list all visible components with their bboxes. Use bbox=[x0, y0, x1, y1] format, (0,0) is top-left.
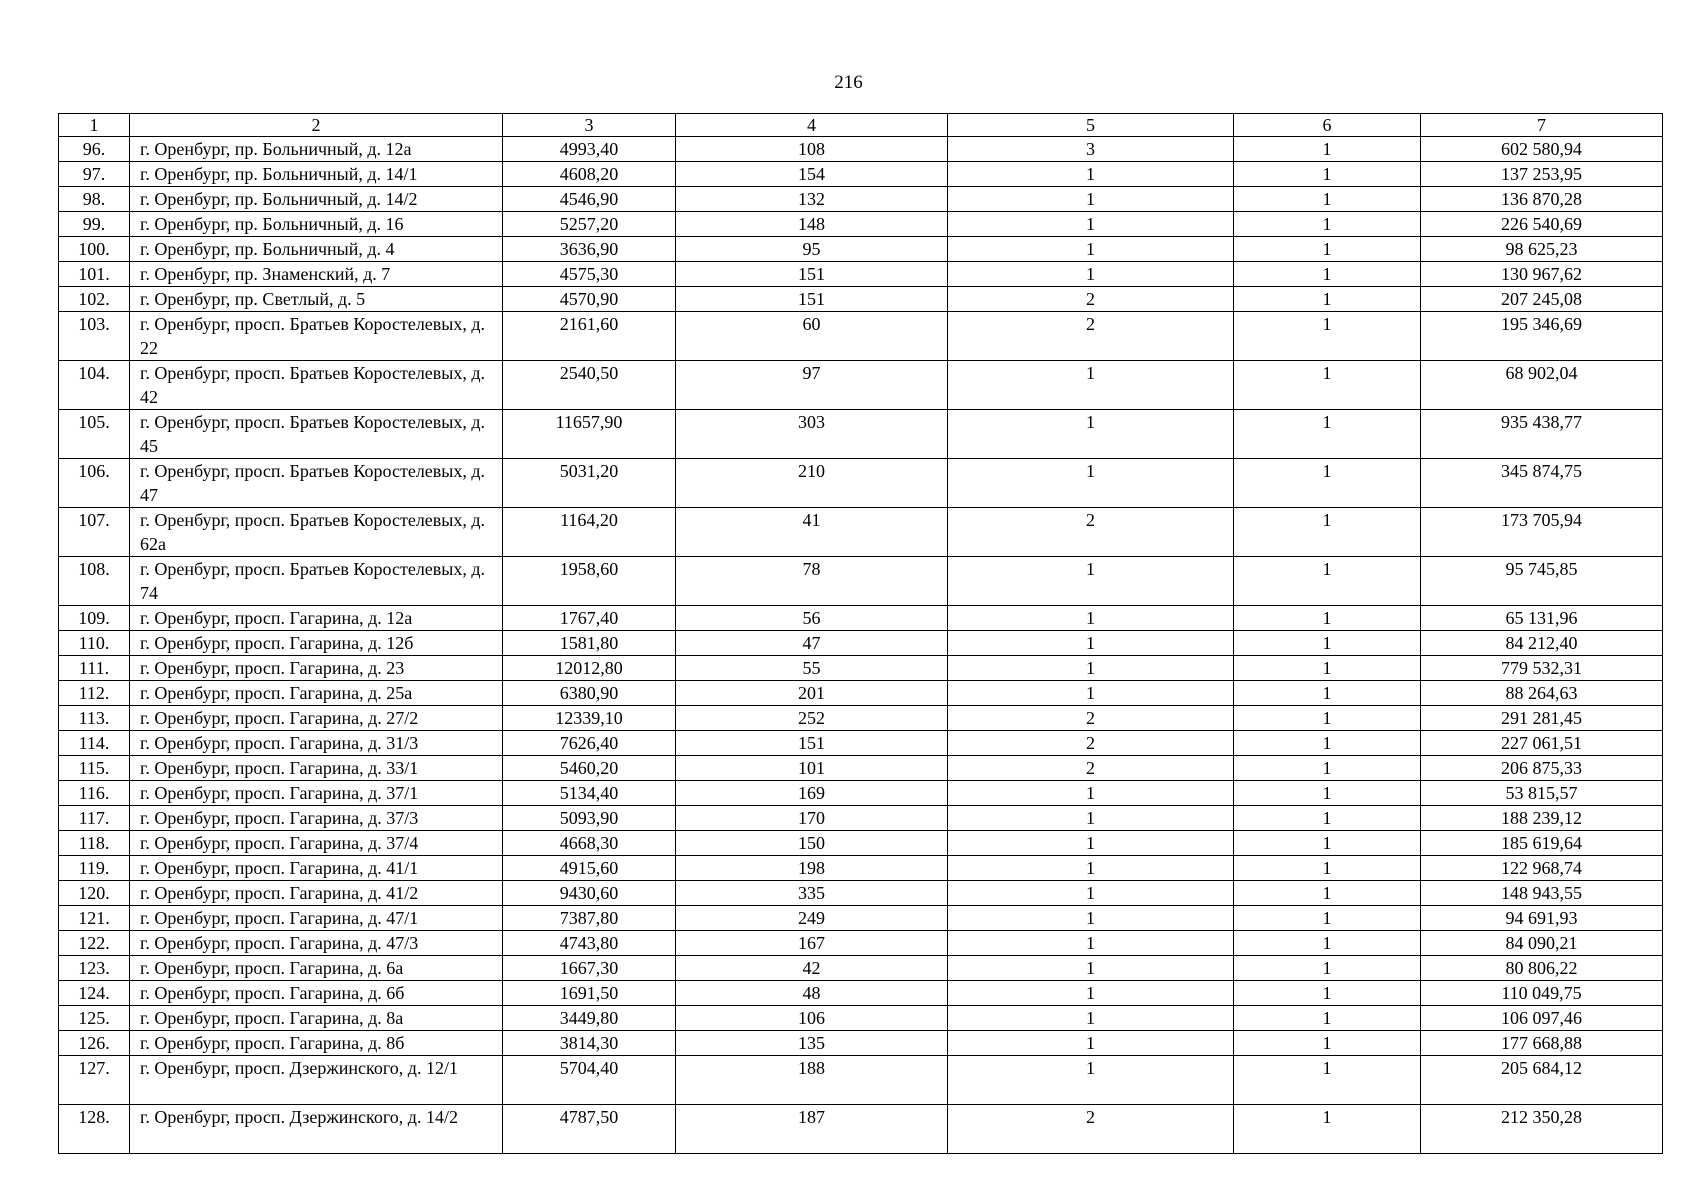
table-cell: 1 bbox=[948, 856, 1234, 881]
table-cell: 5093,90 bbox=[503, 806, 676, 831]
table-cell: 1 bbox=[948, 212, 1234, 237]
table-cell: 4608,20 bbox=[503, 162, 676, 187]
page-number: 216 bbox=[834, 72, 863, 93]
table-cell: 107. bbox=[59, 508, 130, 557]
table-cell: 12339,10 bbox=[503, 706, 676, 731]
table-cell: 97 bbox=[676, 361, 948, 410]
table-cell: 105. bbox=[59, 410, 130, 459]
table-cell: г. Оренбург, просп. Гагарина, д. 37/1 bbox=[130, 781, 503, 806]
table-cell: г. Оренбург, просп. Гагарина, д. 27/2 bbox=[130, 706, 503, 731]
table-row bbox=[59, 1105, 1663, 1154]
table-cell: г. Оренбург, пр. Больничный, д. 16 bbox=[130, 212, 503, 237]
table-cell: 1 bbox=[1234, 781, 1421, 806]
table-cell: г. Оренбург, просп. Дзержинского, д. 14/2 bbox=[130, 1105, 503, 1154]
table-cell: 1 bbox=[948, 906, 1234, 931]
table-cell: г. Оренбург, пр. Больничный, д. 14/1 bbox=[130, 162, 503, 187]
table-cell: 5460,20 bbox=[503, 756, 676, 781]
table-cell: 2 bbox=[948, 312, 1234, 361]
table-cell: 1 bbox=[1234, 287, 1421, 312]
table-cell: 47 bbox=[676, 631, 948, 656]
table-cell: г. Оренбург, просп. Братьев Коростелевых, д. 45 bbox=[130, 410, 503, 459]
table-cell: г. Оренбург, просп. Гагарина, д. 41/1 bbox=[130, 856, 503, 881]
table-cell: 80 806,22 bbox=[1421, 956, 1663, 981]
table-cell: 125. bbox=[59, 1006, 130, 1031]
table-cell: г. Оренбург, просп. Гагарина, д. 25а bbox=[130, 681, 503, 706]
table-cell: 5257,20 bbox=[503, 212, 676, 237]
table-cell: 4993,40 bbox=[503, 137, 676, 162]
table-cell: г. Оренбург, просп. Дзержинского, д. 12/1 bbox=[130, 1056, 503, 1105]
table-cell: 117. bbox=[59, 806, 130, 831]
table-cell: 151 bbox=[676, 731, 948, 756]
table-row bbox=[59, 262, 1663, 287]
table-cell: 1767,40 bbox=[503, 606, 676, 631]
table-cell: 2 bbox=[948, 756, 1234, 781]
table-cell: 2 bbox=[948, 731, 1234, 756]
table-cell: 84 212,40 bbox=[1421, 631, 1663, 656]
table-row bbox=[59, 906, 1663, 931]
table-cell: 127. bbox=[59, 1056, 130, 1105]
table-cell: 1 bbox=[948, 162, 1234, 187]
table-cell: 1 bbox=[948, 806, 1234, 831]
table-cell: г. Оренбург, просп. Гагарина, д. 6б bbox=[130, 981, 503, 1006]
table-cell: 1 bbox=[1234, 410, 1421, 459]
table-cell: г. Оренбург, пр. Больничный, д. 12а bbox=[130, 137, 503, 162]
table-cell: г. Оренбург, просп. Гагарина, д. 37/3 bbox=[130, 806, 503, 831]
table-cell: 137 253,95 bbox=[1421, 162, 1663, 187]
table-cell: 116. bbox=[59, 781, 130, 806]
table-cell: 1 bbox=[1234, 361, 1421, 410]
table-cell: 1 bbox=[1234, 606, 1421, 631]
table-cell: 115. bbox=[59, 756, 130, 781]
table-cell: 1 bbox=[948, 681, 1234, 706]
table-cell: 1 bbox=[1234, 1031, 1421, 1056]
table-row bbox=[59, 162, 1663, 187]
table-cell: 1 bbox=[948, 1056, 1234, 1105]
table-cell: 148 bbox=[676, 212, 948, 237]
table-cell: 303 bbox=[676, 410, 948, 459]
table-cell: 106. bbox=[59, 459, 130, 508]
table-cell: г. Оренбург, пр. Светлый, д. 5 bbox=[130, 287, 503, 312]
table-cell: 60 bbox=[676, 312, 948, 361]
table-cell: 1958,60 bbox=[503, 557, 676, 606]
table-cell: 1 bbox=[1234, 981, 1421, 1006]
table-row bbox=[59, 187, 1663, 212]
table-cell: 207 245,08 bbox=[1421, 287, 1663, 312]
table-cell: 95 bbox=[676, 237, 948, 262]
table-cell: 132 bbox=[676, 187, 948, 212]
table-cell: 106 097,46 bbox=[1421, 1006, 1663, 1031]
table-cell: 108. bbox=[59, 557, 130, 606]
table-cell: 1 bbox=[1234, 237, 1421, 262]
table-cell: 5704,40 bbox=[503, 1056, 676, 1105]
table-cell: 104. bbox=[59, 361, 130, 410]
table-cell: г. Оренбург, пр. Знаменский, д. 7 bbox=[130, 262, 503, 287]
table-cell: г. Оренбург, пр. Больничный, д. 14/2 bbox=[130, 187, 503, 212]
table-cell: 249 bbox=[676, 906, 948, 931]
table-cell: 154 bbox=[676, 162, 948, 187]
table-cell: г. Оренбург, просп. Гагарина, д. 33/1 bbox=[130, 756, 503, 781]
table-cell: 101 bbox=[676, 756, 948, 781]
table-cell: 1 bbox=[1234, 262, 1421, 287]
column-header: 7 bbox=[1421, 114, 1663, 137]
table-cell: 103. bbox=[59, 312, 130, 361]
table-cell: г. Оренбург, просп. Гагарина, д. 31/3 bbox=[130, 731, 503, 756]
table-cell: 1 bbox=[1234, 831, 1421, 856]
table-cell: 1 bbox=[948, 981, 1234, 1006]
table-cell: 94 691,93 bbox=[1421, 906, 1663, 931]
table-row bbox=[59, 881, 1663, 906]
table-cell: 1 bbox=[948, 831, 1234, 856]
table-cell: 48 bbox=[676, 981, 948, 1006]
table-cell: г. Оренбург, просп. Гагарина, д. 8б bbox=[130, 1031, 503, 1056]
table-cell: 1 bbox=[948, 656, 1234, 681]
table-cell: 151 bbox=[676, 287, 948, 312]
table-cell: 167 bbox=[676, 931, 948, 956]
column-header: 4 bbox=[676, 114, 948, 137]
table-row bbox=[59, 781, 1663, 806]
table-cell: 1 bbox=[948, 187, 1234, 212]
table-cell: 1 bbox=[1234, 212, 1421, 237]
table-cell: 1 bbox=[948, 361, 1234, 410]
table-cell: 1 bbox=[1234, 706, 1421, 731]
table-row bbox=[59, 410, 1663, 459]
table-cell: 177 668,88 bbox=[1421, 1031, 1663, 1056]
table-row bbox=[59, 1031, 1663, 1056]
table-cell: 68 902,04 bbox=[1421, 361, 1663, 410]
table-cell: 1 bbox=[948, 459, 1234, 508]
table-cell: 84 090,21 bbox=[1421, 931, 1663, 956]
table-row bbox=[59, 681, 1663, 706]
table-cell: г. Оренбург, просп. Гагарина, д. 12а bbox=[130, 606, 503, 631]
table-cell: 42 bbox=[676, 956, 948, 981]
column-header: 1 bbox=[59, 114, 130, 137]
table-cell: г. Оренбург, просп. Братьев Коростелевых, д. 22 bbox=[130, 312, 503, 361]
header-row bbox=[59, 114, 1663, 137]
table-cell: 126. bbox=[59, 1031, 130, 1056]
table-cell: 130 967,62 bbox=[1421, 262, 1663, 287]
table-cell: 97. bbox=[59, 162, 130, 187]
table-cell: 602 580,94 bbox=[1421, 137, 1663, 162]
table-cell: 101. bbox=[59, 262, 130, 287]
table-cell: 1 bbox=[1234, 1006, 1421, 1031]
table-cell: 1 bbox=[1234, 508, 1421, 557]
table-cell: 1 bbox=[948, 262, 1234, 287]
table-cell: 1 bbox=[948, 631, 1234, 656]
table-row bbox=[59, 459, 1663, 508]
table-cell: 1 bbox=[1234, 557, 1421, 606]
table-cell: 9430,60 bbox=[503, 881, 676, 906]
table-row bbox=[59, 237, 1663, 262]
table-row bbox=[59, 557, 1663, 606]
table-cell: 2 bbox=[948, 287, 1234, 312]
table-cell: 102. bbox=[59, 287, 130, 312]
table-row bbox=[59, 656, 1663, 681]
table-cell: 56 bbox=[676, 606, 948, 631]
table-row bbox=[59, 806, 1663, 831]
table-cell: 188 239,12 bbox=[1421, 806, 1663, 831]
table-cell: 187 bbox=[676, 1105, 948, 1154]
data-table bbox=[58, 113, 1663, 1154]
table-cell: 1 bbox=[1234, 881, 1421, 906]
table-cell: 113. bbox=[59, 706, 130, 731]
table-cell: 1 bbox=[1234, 1056, 1421, 1105]
table-cell: 148 943,55 bbox=[1421, 881, 1663, 906]
table-cell: 108 bbox=[676, 137, 948, 162]
table-cell: 1 bbox=[1234, 731, 1421, 756]
table-cell: 1 bbox=[1234, 806, 1421, 831]
table-cell: 124. bbox=[59, 981, 130, 1006]
table-cell: г. Оренбург, просп. Гагарина, д. 37/4 bbox=[130, 831, 503, 856]
table-cell: 1 bbox=[1234, 656, 1421, 681]
table-cell: 335 bbox=[676, 881, 948, 906]
table-cell: 112. bbox=[59, 681, 130, 706]
column-header: 2 bbox=[130, 114, 503, 137]
table-cell: г. Оренбург, просп. Гагарина, д. 47/3 bbox=[130, 931, 503, 956]
table-cell: 123. bbox=[59, 956, 130, 981]
table-cell: 1 bbox=[948, 557, 1234, 606]
column-header: 5 bbox=[948, 114, 1234, 137]
table-cell: 1 bbox=[1234, 931, 1421, 956]
table-cell: 151 bbox=[676, 262, 948, 287]
table-cell: 1 bbox=[948, 410, 1234, 459]
table-cell: 1 bbox=[1234, 856, 1421, 881]
table-cell: 96. bbox=[59, 137, 130, 162]
table-row bbox=[59, 706, 1663, 731]
table-cell: 128. bbox=[59, 1105, 130, 1154]
table-cell: 111. bbox=[59, 656, 130, 681]
table-cell: 935 438,77 bbox=[1421, 410, 1663, 459]
table-cell: 201 bbox=[676, 681, 948, 706]
table-cell: 5134,40 bbox=[503, 781, 676, 806]
table-cell: 1 bbox=[1234, 459, 1421, 508]
table-cell: 2540,50 bbox=[503, 361, 676, 410]
column-header: 3 bbox=[503, 114, 676, 137]
table-cell: 1 bbox=[1234, 1105, 1421, 1154]
table-cell: 1 bbox=[1234, 756, 1421, 781]
table-cell: 7626,40 bbox=[503, 731, 676, 756]
table-cell: 1 bbox=[1234, 681, 1421, 706]
table-cell: 1 bbox=[948, 881, 1234, 906]
table-cell: 1 bbox=[948, 931, 1234, 956]
table-cell: г. Оренбург, пр. Больничный, д. 4 bbox=[130, 237, 503, 262]
table-cell: 95 745,85 bbox=[1421, 557, 1663, 606]
table-row bbox=[59, 731, 1663, 756]
table-cell: г. Оренбург, просп. Гагарина, д. 41/2 bbox=[130, 881, 503, 906]
table-cell: 210 bbox=[676, 459, 948, 508]
table-row bbox=[59, 361, 1663, 410]
table-row bbox=[59, 1006, 1663, 1031]
table-cell: 11657,90 bbox=[503, 410, 676, 459]
table-cell: 55 bbox=[676, 656, 948, 681]
table-cell: 106 bbox=[676, 1006, 948, 1031]
table-cell: 4570,90 bbox=[503, 287, 676, 312]
table-cell: г. Оренбург, просп. Гагарина, д. 12б bbox=[130, 631, 503, 656]
table-body bbox=[59, 137, 1663, 1154]
table-cell: 110. bbox=[59, 631, 130, 656]
table-row bbox=[59, 981, 1663, 1006]
table-cell: 1667,30 bbox=[503, 956, 676, 981]
table-cell: 195 346,69 bbox=[1421, 312, 1663, 361]
table-cell: 212 350,28 bbox=[1421, 1105, 1663, 1154]
table-cell: 65 131,96 bbox=[1421, 606, 1663, 631]
table-cell: 7387,80 bbox=[503, 906, 676, 931]
table-row bbox=[59, 606, 1663, 631]
table-cell: 170 bbox=[676, 806, 948, 831]
table-cell: г. Оренбург, просп. Братьев Коростелевых, д. 62а bbox=[130, 508, 503, 557]
table-cell: 4787,50 bbox=[503, 1105, 676, 1154]
table-cell: 1 bbox=[1234, 631, 1421, 656]
table-cell: 6380,90 bbox=[503, 681, 676, 706]
table-cell: 779 532,31 bbox=[1421, 656, 1663, 681]
table-cell: 1691,50 bbox=[503, 981, 676, 1006]
table-row bbox=[59, 831, 1663, 856]
table-cell: 100. bbox=[59, 237, 130, 262]
table-cell: 4915,60 bbox=[503, 856, 676, 881]
table-cell: 2 bbox=[948, 1105, 1234, 1154]
table-cell: 345 874,75 bbox=[1421, 459, 1663, 508]
table-cell: 1581,80 bbox=[503, 631, 676, 656]
table-row bbox=[59, 1056, 1663, 1105]
table-cell: 114. bbox=[59, 731, 130, 756]
table-cell: 4668,30 bbox=[503, 831, 676, 856]
table-cell: 1 bbox=[1234, 956, 1421, 981]
table-cell: 1 bbox=[948, 237, 1234, 262]
table-cell: 88 264,63 bbox=[1421, 681, 1663, 706]
table-cell: 98. bbox=[59, 187, 130, 212]
table-cell: 2 bbox=[948, 508, 1234, 557]
table-cell: 1 bbox=[948, 1031, 1234, 1056]
table-cell: 1 bbox=[948, 781, 1234, 806]
column-header: 6 bbox=[1234, 114, 1421, 137]
table-cell: 3 bbox=[948, 137, 1234, 162]
table-cell: 205 684,12 bbox=[1421, 1056, 1663, 1105]
table-row bbox=[59, 508, 1663, 557]
table-cell: г. Оренбург, просп. Гагарина, д. 47/1 bbox=[130, 906, 503, 931]
table-row bbox=[59, 287, 1663, 312]
table-cell: 1164,20 bbox=[503, 508, 676, 557]
table-row bbox=[59, 312, 1663, 361]
table-cell: 3449,80 bbox=[503, 1006, 676, 1031]
table-cell: г. Оренбург, просп. Гагарина, д. 23 bbox=[130, 656, 503, 681]
table-cell: 4575,30 bbox=[503, 262, 676, 287]
table-row bbox=[59, 856, 1663, 881]
table-cell: 3814,30 bbox=[503, 1031, 676, 1056]
table-cell: 53 815,57 bbox=[1421, 781, 1663, 806]
table-cell: 99. bbox=[59, 212, 130, 237]
table-cell: 109. bbox=[59, 606, 130, 631]
table-cell: г. Оренбург, просп. Братьев Коростелевых, д. 74 bbox=[130, 557, 503, 606]
table-cell: г. Оренбург, просп. Братьев Коростелевых, д. 42 bbox=[130, 361, 503, 410]
table-cell: 5031,20 bbox=[503, 459, 676, 508]
table-cell: 198 bbox=[676, 856, 948, 881]
table-cell: 122 968,74 bbox=[1421, 856, 1663, 881]
table-cell: 118. bbox=[59, 831, 130, 856]
table-cell: 120. bbox=[59, 881, 130, 906]
table-row bbox=[59, 212, 1663, 237]
table-cell: 2161,60 bbox=[503, 312, 676, 361]
table-cell: 4743,80 bbox=[503, 931, 676, 956]
table-cell: 206 875,33 bbox=[1421, 756, 1663, 781]
table-cell: 41 bbox=[676, 508, 948, 557]
table-cell: 252 bbox=[676, 706, 948, 731]
table-cell: 226 540,69 bbox=[1421, 212, 1663, 237]
table-cell: 136 870,28 bbox=[1421, 187, 1663, 212]
table-cell: 169 bbox=[676, 781, 948, 806]
table-row bbox=[59, 931, 1663, 956]
table-cell: 1 bbox=[1234, 137, 1421, 162]
table-cell: 1 bbox=[948, 1006, 1234, 1031]
table-cell: 1 bbox=[1234, 906, 1421, 931]
table-cell: г. Оренбург, просп. Гагарина, д. 8а bbox=[130, 1006, 503, 1031]
table-row bbox=[59, 631, 1663, 656]
table-cell: 173 705,94 bbox=[1421, 508, 1663, 557]
table-row bbox=[59, 956, 1663, 981]
table-cell: 1 bbox=[948, 956, 1234, 981]
table-row bbox=[59, 756, 1663, 781]
table-cell: 12012,80 bbox=[503, 656, 676, 681]
table-cell: 122. bbox=[59, 931, 130, 956]
table-cell: 3636,90 bbox=[503, 237, 676, 262]
table-cell: 291 281,45 bbox=[1421, 706, 1663, 731]
table-cell: 98 625,23 bbox=[1421, 237, 1663, 262]
table-cell: 119. bbox=[59, 856, 130, 881]
table-cell: 1 bbox=[1234, 162, 1421, 187]
table-cell: 227 061,51 bbox=[1421, 731, 1663, 756]
table-cell: 78 bbox=[676, 557, 948, 606]
table-cell: г. Оренбург, просп. Братьев Коростелевых, д. 47 bbox=[130, 459, 503, 508]
table-row bbox=[59, 137, 1663, 162]
table-cell: 1 bbox=[1234, 312, 1421, 361]
table-cell: 188 bbox=[676, 1056, 948, 1105]
table-cell: г. Оренбург, просп. Гагарина, д. 6а bbox=[130, 956, 503, 981]
table-cell: 2 bbox=[948, 706, 1234, 731]
table-cell: 121. bbox=[59, 906, 130, 931]
table-cell: 110 049,75 bbox=[1421, 981, 1663, 1006]
table-cell: 150 bbox=[676, 831, 948, 856]
table-cell: 1 bbox=[948, 606, 1234, 631]
table-cell: 135 bbox=[676, 1031, 948, 1056]
table-cell: 1 bbox=[1234, 187, 1421, 212]
table-cell: 4546,90 bbox=[503, 187, 676, 212]
table-cell: 185 619,64 bbox=[1421, 831, 1663, 856]
